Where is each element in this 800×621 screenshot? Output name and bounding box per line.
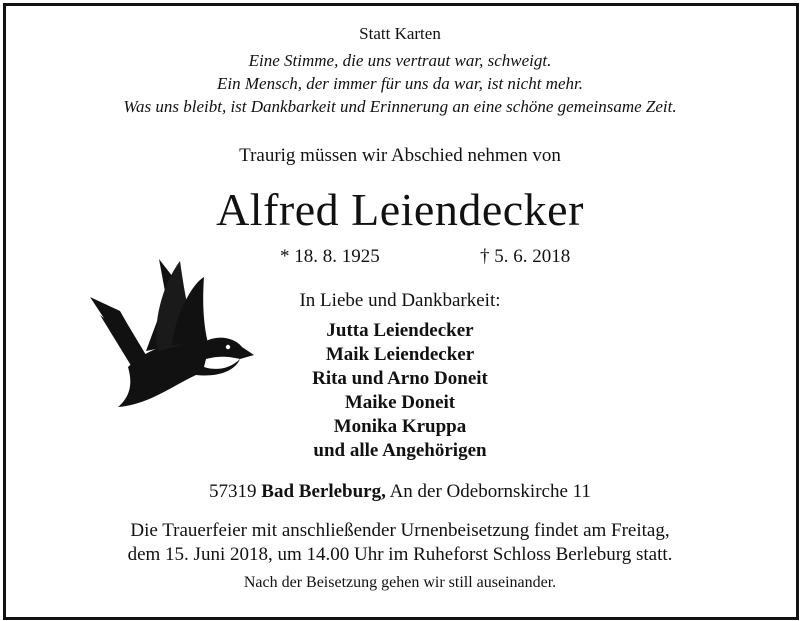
mourner-4: Maike Doneit	[344, 392, 456, 413]
poem-line-1: Eine Stimme, die uns vertraut war, schweigt.	[248, 51, 552, 70]
mourner-1: Jutta Leiendecker	[326, 320, 474, 341]
header-text: Statt Karten	[359, 24, 441, 43]
birth-date: * 18. 8. 1925	[280, 246, 380, 267]
gratitude-text: In Liebe und Dankbarkeit:	[299, 290, 501, 311]
deceased-name: Alfred Leiendecker	[216, 184, 584, 235]
closing-text: Nach der Beisetzung gehen wir still auseinander.	[243, 574, 557, 591]
mourner-5: Monika Kruppa	[333, 416, 467, 437]
mourner-6: und alle Angehörigen	[313, 440, 487, 461]
address-postcode: 57319	[209, 481, 257, 502]
poem-line-2: Ein Mensch, der immer für uns da war, ist nicht mehr.	[217, 74, 583, 93]
address-line	[0, 481, 800, 503]
address-city: Bad Berleburg,	[261, 481, 386, 502]
intro-text: Traurig müssen wir Abschied nehmen von	[239, 145, 561, 166]
poem-line-3: Was uns bleibt, ist Dankbarkeit und Erinnerung an eine schöne gemeinsame Zeit.	[123, 97, 677, 116]
ceremony-line-1: Die Trauerfeier mit anschließender Urnenbeisetzung findet am Freitag,	[130, 520, 670, 541]
mourner-3: Rita und Arno Doneit	[312, 368, 488, 389]
death-date: † 5. 6. 2018	[480, 246, 571, 267]
address-street: An der Odebornskirche 11	[389, 481, 591, 502]
mourner-2: Maik Leiendecker	[325, 344, 475, 365]
ceremony-line-2: dem 15. Juni 2018, um 14.00 Uhr im Ruheforst Schloss Berleburg statt.	[127, 544, 673, 565]
